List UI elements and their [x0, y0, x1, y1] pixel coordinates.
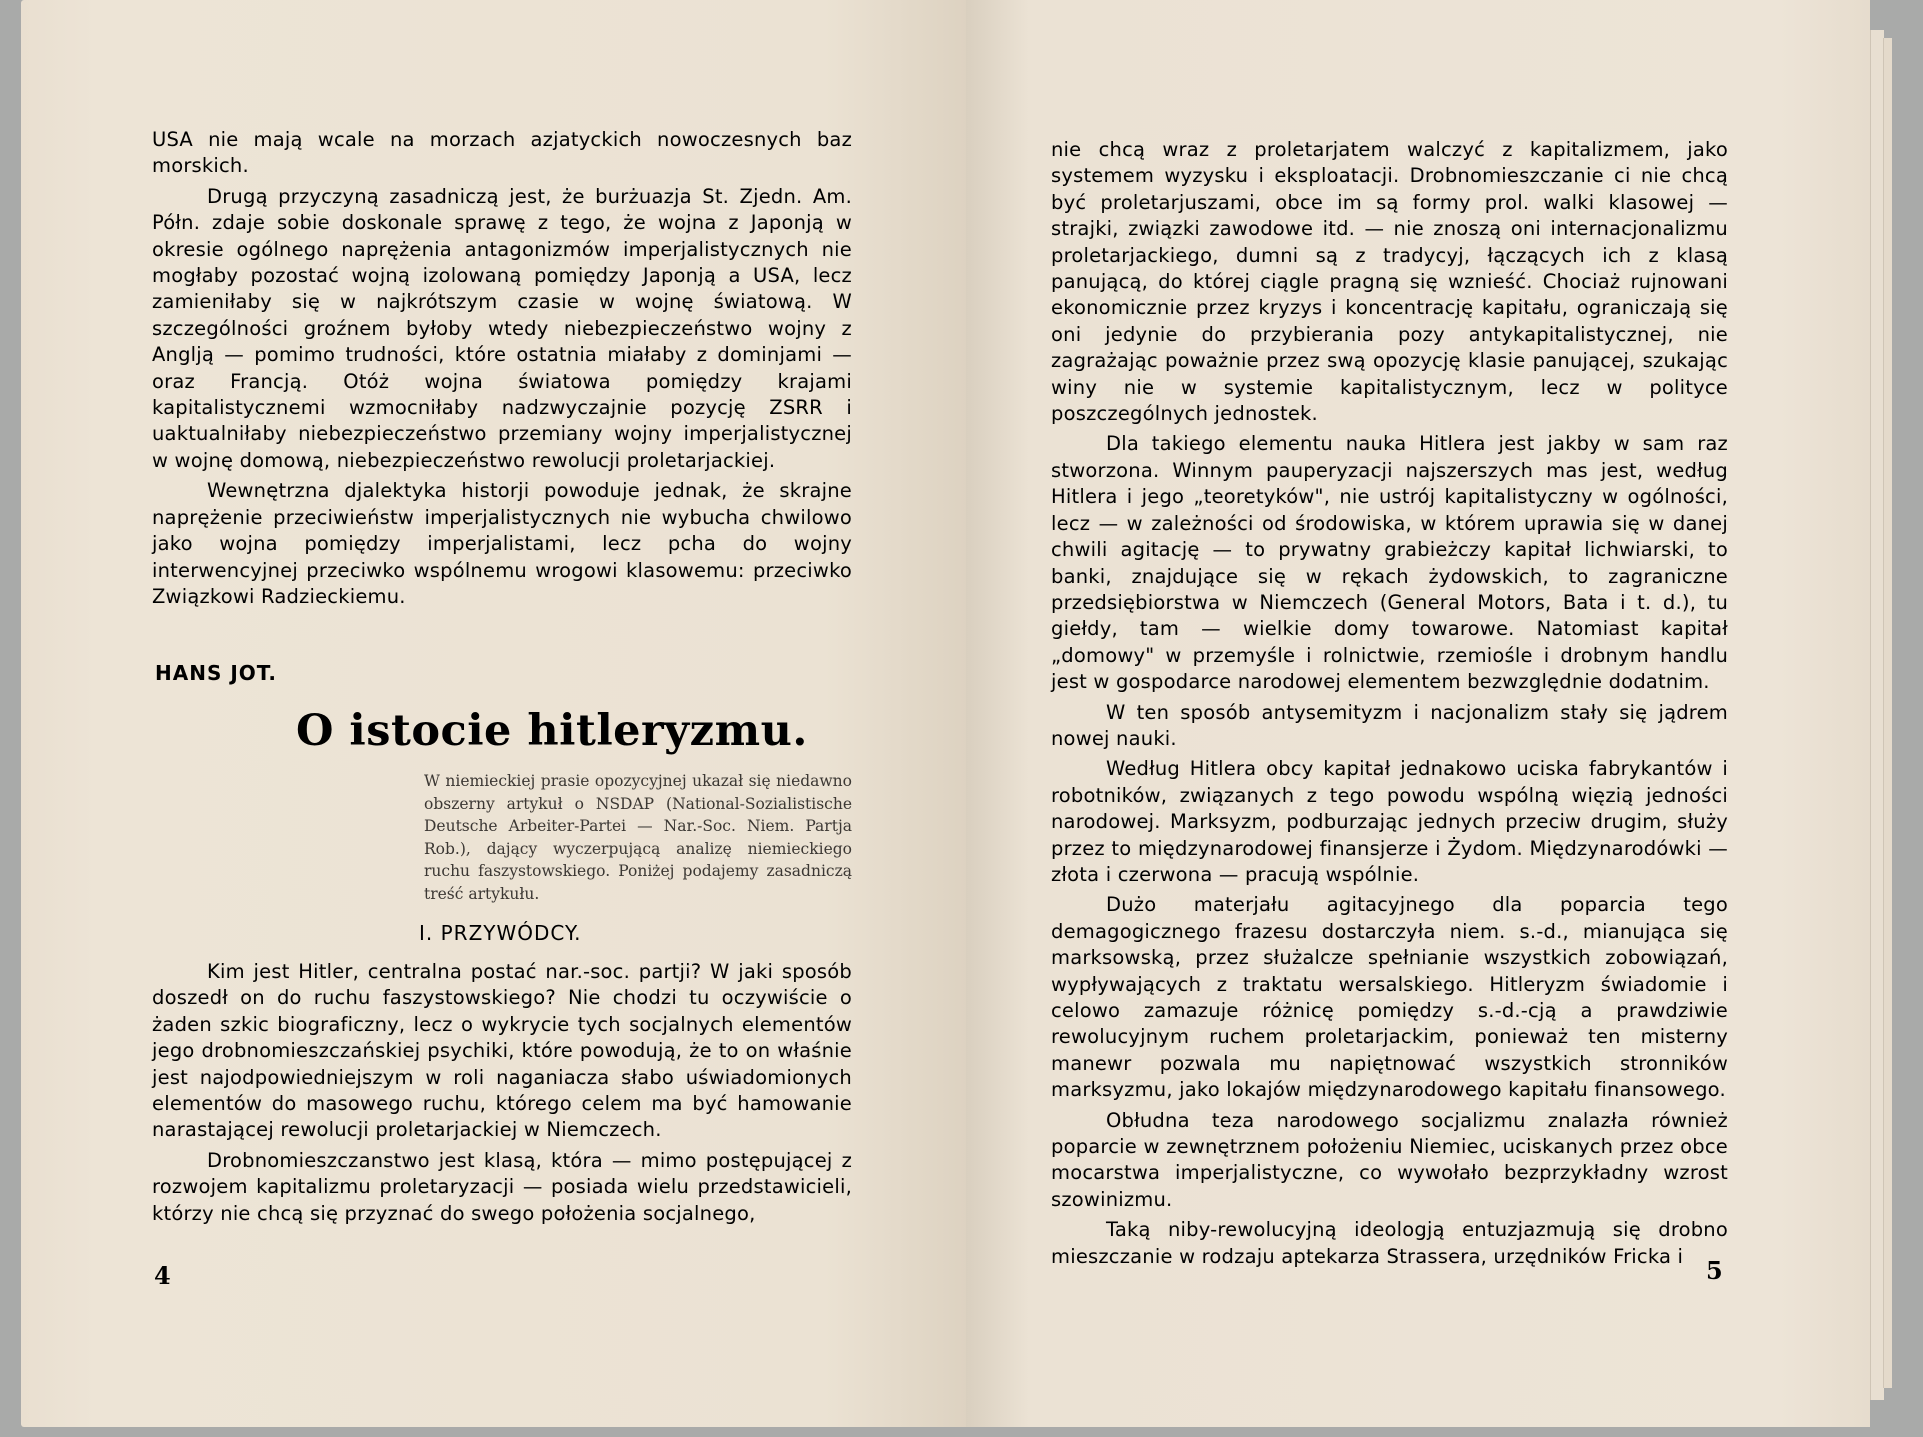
- paragraph: Kim jest Hitler, centralna postać nar.-soc. partji? W jaki sposób doszedł on do ruchu faszystowskiego? Nie chodzi tu oczywiście o żaden szkic biograficzny, lecz o wykrycie tych socjalnych elementów jego drobnomieszczańskiej psychiki, które powodują, że to on właśnie jest najodpowiedniejszym w roli naganiacza słabo uświadomionych elementów do masowego ruchu, którego celem ma być hamowanie narastającej rewolucji proletarjackiej w Niemczech.: [152, 960, 852, 1142]
- section-heading: I. PRZYWÓDCY.: [419, 921, 582, 945]
- paragraph: Drobnomieszczanstwo jest klasą, która — mimo postępującej z rozwojem kapitalizmu proletaryzacji — posiada wielu przedstawicieli, którzy nie chcą się przyznać do swego położenia socjalnego,: [152, 1148, 852, 1225]
- paragraph: Dla takiego elementu nauka Hitlera jest jakby w sam raz stworzona. Winnym pauperyzacji najszerszych mas jest, według Hitlera i jego „teoretyków", nie ustrój kapitalistyczny w ogólności, lecz — w zależności od środowiska, w którem uprawia się w danej chwili agitację — to prywatny grabieżczy kapitał lichwiarski, to banki, znajdujące się w rękach żydowskich, to zagraniczne przedsiębiorstwa w Niemczech (General Motors, Bata i t. d.), tu giełdy, tam — wielkie domy towarowe. Natomiast kapitał „domowy" w przemyśle i rolnictwie, rzemiośle i drobnym handlu jest w gospodarce narodowej elementem bezwzględnie dodatnim.: [1051, 432, 1728, 694]
- paragraph: nie chcą wraz z proletarjatem walczyć z kapitalizmem, jako systemem wyzysku i eksploatacji. Drobnomieszczanie ci nie chcą być proletarjuszami, obce im są formy prol. walki klasowej — strajki, związki zawodowe itd. — nie znoszą oni internacjonalizmu proletarjackiego, dumni są z tradycyj, łączących ich z klasą panującą, do której ciągle pragną się wznieść. Chociaż rujnowani ekonomicznie przez kryzys i koncentrację kapitału, ograniczają się oni jedynie do przybierania pozy antykapitalistycznej, nie zagrażając poważnie przez swą opozycję klasie panującej, szukając winy nie w systemie kapitalistycznym, lecz w polityce poszczególnych jednostek.: [1051, 138, 1728, 426]
- paragraph: Obłudna teza narodowego socjalizmu znalazła również poparcie w zewnętrznem położeniu Niemiec, uciskanych przez obce mocarstwa imperjalistyczne, co wywołało bezprzykładny wzrost szowinizmu.: [1051, 1108, 1728, 1211]
- article-intro: W niemieckiej prasie opozycyjnej ukazał się niedawno obszerny artykuł o NSDAP (National-Sozialistische Deutsche Arbeiter-Partei — Nar.-Soc. Niem. Partja Rob.), dający wyczerpującą analizę niemieckiego ruchu faszystowskiego. Poniżej podajemy zasadniczą treść artykułu.: [424, 772, 852, 903]
- article-author: HANS JOT.: [155, 661, 277, 685]
- paragraph: Wewnętrzna djalektyka historji powoduje jednak, że skrajne naprężenie przeciwieństw imperjalistycznych nie wybucha chwilowo jako wojna pomiędzy imperjalistami, lecz pcha do wojny interwencyjnej przeciwko wspólnemu wrogowi klasowemu: przeciwko Związkowi Radzieckiemu.: [152, 479, 852, 608]
- page-edge: [1883, 38, 1892, 1388]
- paragraph: Taką niby-rewolucyjną ideologją entuzjazmują się drobno mieszczanie w rodzaju aptekarza Strassera, urzędników Fricka i: [1051, 1218, 1728, 1268]
- paragraph: Według Hitlera obcy kapitał jednakowo uciska fabrykantów i robotników, związanych z tego powodu wspólną więzią jedności narodowej. Marksyzm, podburzając jednych przeciw drugim, służy przez to międzynarodowej finansjerze i Żydom. Międzynarodówki — złota i czerwona — pracują wspólnie.: [1051, 757, 1728, 886]
- page-number-right: 5: [1706, 1256, 1723, 1285]
- left-top-text: [152, 127, 852, 610]
- page-edge: [1870, 30, 1884, 1400]
- left-lower-text: [152, 959, 852, 1227]
- paragraph: Drugą przyczyną zasadniczą jest, że burżuazja St. Zjedn. Am. Półn. zdaje sobie doskonale sprawę z tego, że wojna z Japonją w okresie ogólnego naprężenia antagonizmów imperjalistycznych nie mogłaby pozostać wojną izolowaną pomiędzy Japonją a USA, lecz zamieniłaby się w najkrótszym czasie w wojnę światową. W szczególności groźnem byłoby wtedy niebezpieczeństwo wojny z Anglją — pomimo trudności, które ostatnia miałaby z dominjami — oraz Francją. Otóż wojna światowa pomiędzy krajami kapitalistycznemi wzmocniłaby nadzwyczajnie pozycję ZSRR i uaktualniłaby niebezpieczeństwo przemiany wojny imperjalistycznej w wojnę domową, niebezpieczeństwo rewolucji proletarjackiej.: [152, 184, 852, 472]
- page-number-left: 4: [154, 1261, 171, 1290]
- paragraph: W ten sposób antysemityzm i nacjonalizm stały się jądrem nowej nauki.: [1051, 700, 1728, 750]
- paragraph: Dużo materjału agitacyjnego dla poparcia tego demagogicznego frazesu dostarczyła niem. s.-d., mianująca się marksowską, przez służalcze spełnianie wszystkich zobowiązań, wypływających z traktatu wersalskiego. Hitleryzm świadomie i celowo zamazuje różnicę pomiędzy s.-d.-cją a prawdziwie rewolucyjnym ruchem proletarjackim, ponieważ ten misterny manewr pozwala mu napiętnować wszystkich stronników marksyzmu, jako lokajów międzynarodowego kapitału finansowego.: [1051, 893, 1728, 1102]
- article-title: O istocie hitleryzmu.: [296, 706, 808, 756]
- right-column-text: [1051, 137, 1728, 1270]
- paragraph: USA nie mają wcale na morzach azjatyckich nowoczesnych baz morskich.: [152, 128, 852, 178]
